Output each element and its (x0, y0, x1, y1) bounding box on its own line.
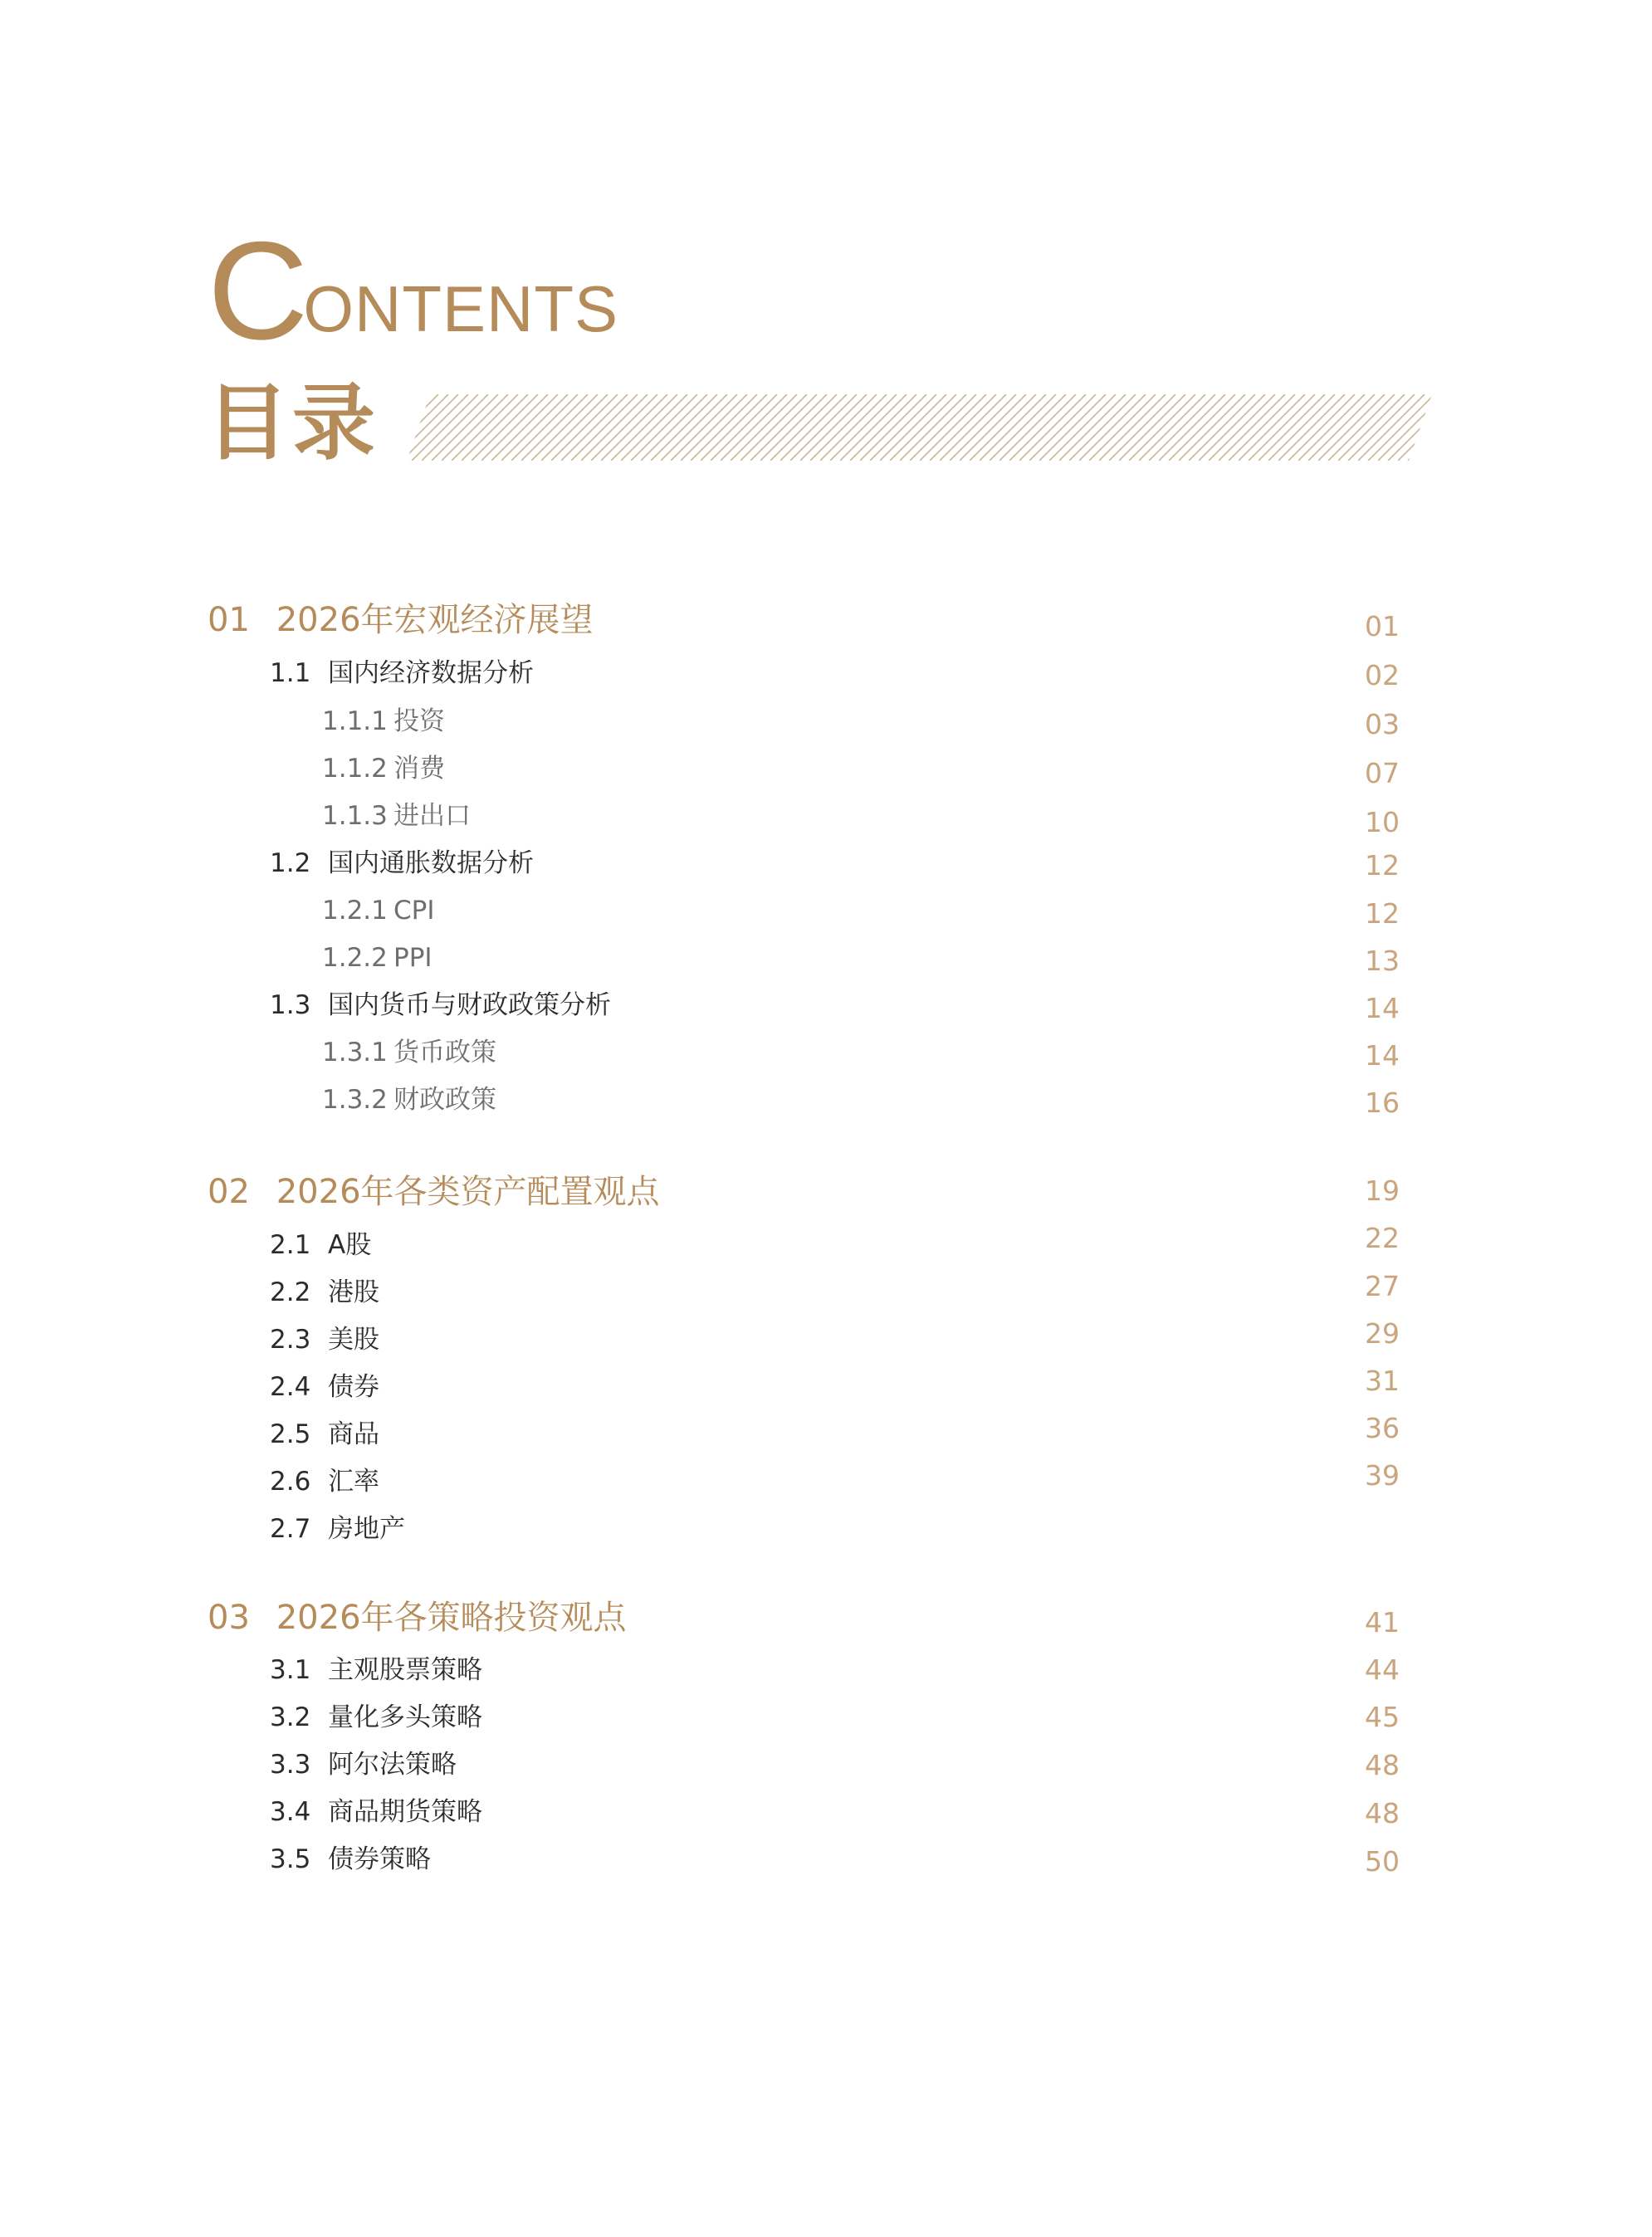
contents-title-cn: 目录 (206, 374, 379, 471)
section-number: 1.1 (270, 658, 311, 688)
section-number: 2.7 (270, 1514, 311, 1544)
section-number: 3.2 (270, 1702, 311, 1732)
toc-subsection-1-1-1[interactable] (322, 705, 445, 738)
chapter-number: 03 (208, 1599, 250, 1637)
section-title: 房地产 (328, 1514, 405, 1544)
section-title: 量化多头策略 (328, 1702, 482, 1732)
page-number: 13 (1365, 945, 1400, 977)
toc-chapter-02[interactable] (208, 1171, 660, 1213)
section-number: 2.3 (270, 1325, 311, 1355)
contents-title-en (208, 212, 618, 369)
toc-section-2-1[interactable] (270, 1228, 371, 1262)
page-number: 44 (1365, 1653, 1400, 1686)
subsection-title: 货币政策 (393, 1038, 496, 1067)
decorative-hatch-band (407, 394, 1432, 461)
toc-section-2-5[interactable] (270, 1418, 379, 1451)
page-number: 07 (1365, 757, 1400, 789)
section-number: 2.1 (270, 1230, 311, 1260)
section-number: 3.1 (270, 1655, 311, 1685)
toc-subsection-1-3-2[interactable] (322, 1083, 496, 1116)
subsection-title: PPI (393, 943, 433, 973)
subsection-number: 1.1.1 (322, 706, 388, 736)
subsection-number: 1.1.3 (322, 801, 388, 831)
section-title: 港股 (328, 1277, 379, 1307)
toc-section-3-3[interactable] (270, 1748, 457, 1781)
toc-subsection-1-2-2[interactable] (322, 941, 433, 974)
section-number: 2.6 (270, 1467, 311, 1497)
section-title: 美股 (328, 1325, 379, 1355)
toc-section-1-1[interactable] (270, 657, 534, 690)
toc-subsection-1-1-2[interactable] (322, 752, 445, 785)
page-number: 12 (1365, 897, 1400, 930)
page-number: 22 (1365, 1222, 1400, 1254)
page-number: 50 (1365, 1845, 1400, 1878)
section-number: 1.2 (270, 848, 311, 878)
section-number: 2.5 (270, 1419, 311, 1449)
section-number: 1.3 (270, 990, 311, 1020)
contents-title-initial: C (208, 212, 304, 369)
contents-title-rest: ONTENTS (303, 272, 618, 345)
page-number: 41 (1365, 1606, 1400, 1639)
page-number: 16 (1365, 1087, 1400, 1119)
subsection-number: 1.1.2 (322, 754, 388, 784)
toc-section-2-4[interactable] (270, 1370, 379, 1404)
page-number: 31 (1365, 1365, 1400, 1397)
section-title: 债券 (328, 1372, 379, 1402)
toc-section-3-4[interactable] (270, 1795, 482, 1829)
page-number: 39 (1365, 1459, 1400, 1492)
subsection-title: 财政政策 (393, 1085, 496, 1115)
section-title: 阿尔法策略 (328, 1750, 457, 1780)
page-number: 14 (1365, 1039, 1400, 1072)
toc-section-2-2[interactable] (270, 1276, 379, 1309)
page-number: 19 (1365, 1175, 1400, 1207)
toc-section-1-2[interactable] (270, 847, 534, 880)
toc-subsection-1-1-3[interactable] (322, 799, 471, 833)
chapter-title: 2026年宏观经济展望 (276, 601, 594, 639)
subsection-number: 1.3.1 (322, 1038, 388, 1067)
toc-section-1-3[interactable] (270, 989, 611, 1022)
section-title: 主观股票策略 (328, 1655, 482, 1685)
page-number: 27 (1365, 1270, 1400, 1302)
subsection-title: CPI (393, 896, 435, 926)
subsection-title: 消费 (393, 754, 445, 784)
page-number: 45 (1365, 1701, 1400, 1733)
page-number: 02 (1365, 659, 1400, 691)
chapter-title: 2026年各类资产配置观点 (276, 1173, 660, 1211)
toc-subsection-1-3-1[interactable] (322, 1036, 496, 1069)
page-number: 12 (1365, 849, 1400, 882)
page-number: 01 (1365, 610, 1400, 642)
chapter-number: 02 (208, 1173, 250, 1211)
toc-subsection-1-2-1[interactable] (322, 894, 434, 927)
chapter-number: 01 (208, 601, 250, 639)
section-number: 3.4 (270, 1797, 311, 1827)
page-number: 48 (1365, 1749, 1400, 1781)
page-number: 29 (1365, 1317, 1400, 1350)
subsection-number: 1.2.1 (322, 896, 388, 926)
toc-section-3-2[interactable] (270, 1701, 482, 1734)
toc-section-2-3[interactable] (270, 1323, 379, 1356)
subsection-number: 1.3.2 (322, 1085, 388, 1115)
section-number: 3.5 (270, 1844, 311, 1874)
subsection-number: 1.2.2 (322, 943, 388, 973)
page-number: 03 (1365, 708, 1400, 740)
section-title: 汇率 (328, 1467, 379, 1497)
subsection-title: 投资 (393, 706, 445, 736)
toc-chapter-03[interactable] (208, 1597, 627, 1639)
section-number: 2.2 (270, 1277, 311, 1307)
toc-chapter-01[interactable] (208, 599, 594, 641)
section-number: 3.3 (270, 1750, 311, 1780)
subsection-title: 进出口 (393, 801, 471, 831)
section-title: 债券策略 (328, 1844, 431, 1874)
page-number: 10 (1365, 806, 1400, 838)
section-title: 国内通胀数据分析 (328, 848, 534, 878)
toc-section-3-1[interactable] (270, 1653, 482, 1687)
chapter-title: 2026年各策略投资观点 (276, 1599, 627, 1637)
toc-section-2-6[interactable] (270, 1465, 379, 1498)
section-title: 商品 (328, 1419, 379, 1449)
page-number: 14 (1365, 992, 1400, 1024)
page-number: 36 (1365, 1412, 1400, 1444)
section-title: 商品期货策略 (328, 1797, 482, 1827)
toc-section-3-5[interactable] (270, 1843, 431, 1876)
toc-section-2-7[interactable] (270, 1512, 405, 1546)
section-title: 国内货币与财政政策分析 (328, 990, 611, 1020)
page-number: 48 (1365, 1797, 1400, 1829)
section-title: A股 (328, 1230, 372, 1260)
section-title: 国内经济数据分析 (328, 658, 534, 688)
section-number: 2.4 (270, 1372, 311, 1402)
